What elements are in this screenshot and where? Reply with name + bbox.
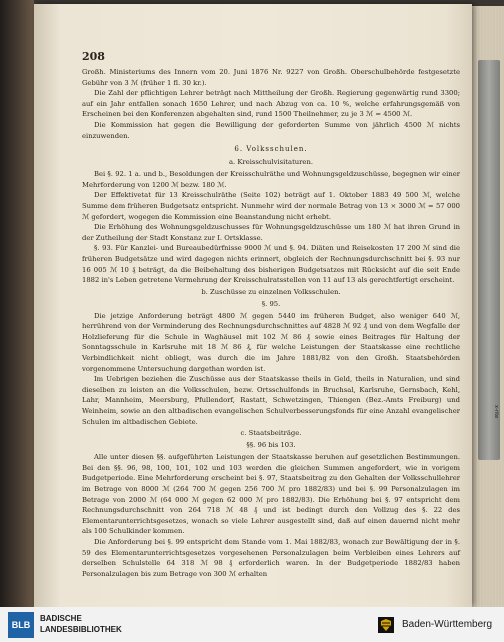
paragraph: §. 93. Für Kanzlei- und Bureaubedürfnisse 9000 ℳ und §. 94. Diäten und Reisekosten 17 200 ℳ sind die früheren Budgetsätze und wird dagegen nichts erinnert, obgleich der Rechnungsdurchschnitt bei §. 93 nur 16 005 ℳ 10 ₰ beträgt, da die Beibehaltung des bisherigen Budgetsatzes mit Rücksicht auf die seit Ende 1882 in's Leben getretene Vermehrung der Kreisschulratsstellen von 11 auf 13 als gerechtfertigt erscheint. bbox=[82, 244, 460, 285]
color-ruler bbox=[478, 60, 500, 460]
library-name-line2: LANDESBIBLIOTHEK bbox=[40, 625, 122, 634]
paragraph: Bei §. 92. 1 a. und b., Besoldungen der Kreisschulräthe und Wohnungsgeldzuschüsse, begegnen wir einer Mehrforderung von 1200 ℳ bezw. 180 ℳ. bbox=[82, 170, 460, 189]
paragraph: Die Erhöhung des Wohnungsgeldzuschusses für Wohnungsgeldzuschüsse um 180 ℳ hat ihren Grund in der Zutheilung der Stadt Konstanz zur I. Ortsklasse. bbox=[82, 223, 460, 242]
paragraph: Die jetzige Anforderung beträgt 4800 ℳ gegen 5440 im früheren Budget, also weniger 640 ℳ, herrührend von der Verminderung des Rechnungsdurchschnittes auf 4828 ℳ 92 ₰ und von dem Wegfalle der Holzlieferung für die Schule in Waghäusel mit 102 ℳ 86 ₰ sowie eines Beitrages für Haltung der Sonntagsschule in Karlsruhe mit 18 ℳ 86 ₰, für welche Leistungen der Staatskasse eine rechtliche Verbindlichkeit nicht obliegt, was durch die im Jahre 1881/82 von den Großh. Staatsbehörden vorgenommene Untersuchung dargethan worden ist. bbox=[82, 311, 460, 373]
paragraph: Die Kommission hat gegen die Bewilligung der geforderten Summe von jährlich 4500 ℳ nichts einzuwenden. bbox=[82, 120, 460, 140]
library-name[interactable] bbox=[40, 613, 122, 635]
section-heading: 6. Volksschulen. bbox=[234, 145, 308, 154]
ruler-label: x-rite bbox=[493, 405, 499, 419]
section-number-96-103: §§. 96 bis 103. bbox=[246, 441, 296, 450]
section-number-95: §. 95. bbox=[261, 299, 281, 308]
page-number: 208 bbox=[82, 50, 105, 63]
subsection-heading-c: c. Staatsbeiträge. bbox=[240, 429, 302, 438]
subsection-heading-a: a. Kreisschulvisitaturen. bbox=[229, 158, 313, 167]
book-binding bbox=[0, 0, 34, 607]
subsection-heading-b: b. Zuschüsse zu einzelnen Volksschulen. bbox=[201, 287, 341, 296]
paragraph: Großh. Ministeriums des Innern vom 20. Juni 1876 Nr. 9227 von Großh. Oberschulbehörde festgesetzte Gebühr von 3 ℳ (früher 1 fl. 30 kr.). bbox=[82, 68, 460, 87]
paragraph: Der Effektivetat für 13 Kreisschulräthe (Seite 102) beträgt auf 1. Oktober 1883 49 500 ℳ, welche Summe dem früheren Budgetsatz entspricht. Nunmehr wird der normale Betrag von 13 × 3000 ℳ = 57 000 ℳ gefordert, wogegen die Kommission eine Beanstandung nicht erhebt. bbox=[82, 191, 460, 221]
paragraph: Alle unter diesen §§. aufgeführten Leistungen der Staatskasse beruhen auf gesetzlichen Bestimmungen. Bei den §§. 96, 98, 100, 101, 102 und 103 werden die gleichen Summen angefordert, wie in vorigem Budgetperiode. Eine Mehrforderung erscheint bei §. 97, Staatsbeitrag zu den Gehalten der Volksschullehrer im Betrage von 8000 ℳ (264 700 ℳ gegen 256 700 ℳ pro 1882/83) und bei §. 99 Personalzulagen im Betrage von 2000 ℳ (64 000 ℳ gegen 62 000 ℳ pro 1882/83). Die Erhöhung bei §. 97 entspricht dem Rechnungsdurchschnitt von 264 718 ℳ 48 ₰ und ist bedingt durch den Vollzug des §. 22 des Elementarunterrichtsgesetzes, wonach so viele Lehrer ausgestellt sind, daß auf einen dauernd nicht mehr als 100 Schulkinder kommen. bbox=[82, 453, 460, 536]
blb-logo[interactable]: BLB bbox=[8, 612, 34, 638]
paragraph: Die Anforderung bei §. 99 entspricht dem Stande vom 1. Mai 1882/83, wonach zur Bewältigung der in §. 59 des Elementarunterrichtsgesetzes vorgesehenen Personalzulagen beim Verbleiben eines Lehrers auf derselben Schulstelle 64 318 ℳ 98 ₰ erforderlich waren. In der Budgetperiode 1882/83 haben Personalzulagen bis zum Betrage von 300 ℳ erhalten bbox=[82, 537, 460, 578]
page-content bbox=[82, 50, 460, 579]
state-name[interactable]: Baden-Württemberg bbox=[402, 619, 493, 630]
library-name-line1: BADISCHE bbox=[40, 614, 82, 623]
footer-bar bbox=[0, 607, 504, 642]
paragraph: Die Zahl der pflichtigen Lehrer beträgt nach Mittheilung der Großh. Regierung gegenwärtig rund 3300; auf ein Jahr entfallen sonach 1650 Lehrer, und nach Abzug von ca. 10 %, welche erfahrungsgemäß von Erscheinen bei den Konferenzen abgehalten sind, rund 1500 Theilnehmer, zu je 3 ℳ = 4500 ℳ. bbox=[82, 89, 460, 119]
paragraph: Im Uebrigen beziehen die Zuschüsse aus der Staatskasse theils in Geld, theils in Naturalien, und sind dieselben zu leisten an die Volksschulen, bezw. Ortsschulfonds in Bruchsal, Karlsruhe, Gernsbach, Kehl, Lahr, Mannheim, Meersburg, Pfullendorf, Rastatt, Schwetzingen, Thiengen (Bez.-Amts Freiburg) und Weinheim, sowie an den altbadischen evangelischen Schulverbesserungsfonds für eine Anzahl evangelischer Schulen im altbadischen Gebiete. bbox=[82, 375, 460, 426]
baden-wuerttemberg-crest-icon bbox=[376, 615, 396, 635]
